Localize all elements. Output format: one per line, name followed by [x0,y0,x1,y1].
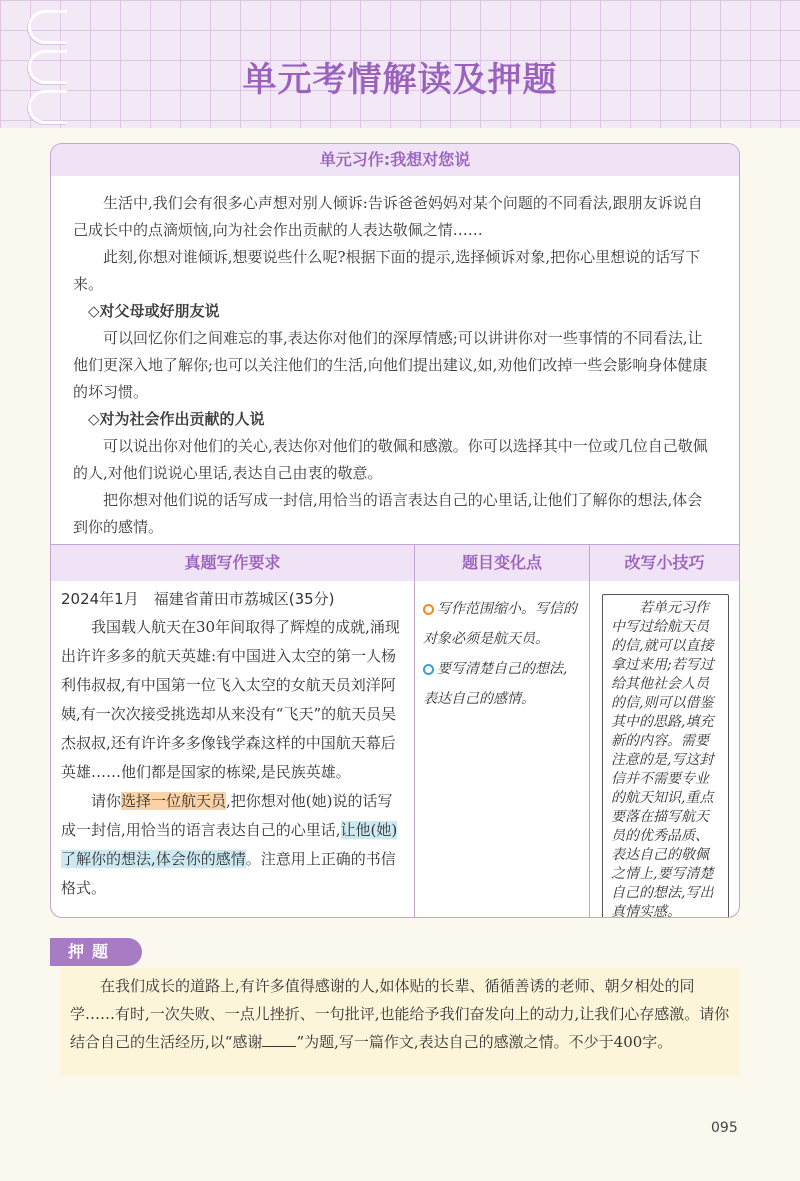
header-rewrite-tips: 改写小技巧 [624,553,705,572]
unit-title: 单元习作:我想对您说 [51,144,739,176]
exam-paragraph [61,787,404,903]
exam-text [61,613,404,903]
paragraph: 可以回忆你们之间难忘的事,表达你对他们的深厚情感;可以讲讲你对一些事情的不同看法,让他们更深入地了解你;也可以关注他们的生活,向他们提出建议,如,劝他们改掉一些会影响身体健康的坏习惯。 [73,329,708,401]
text-span: 在我们成长的道路上,有许多值得感谢的人,如体贴的长辈、循循善诱的老师、朝夕相处的同学……有时,一次失败、一点儿挫折、一句批评,也能给予我们奋发向上的动力,让我们心存感激。请你结合自己的生活经历,以“感谢 [70,977,730,1051]
exam-requirements-cell [51,580,415,918]
text-span: 请你 [91,792,122,810]
paragraph: 把你想对他们说的话写成一封信,用恰当的语言表达自己的心里话,让他们了解你的想法,体会到你的感情。 [73,491,703,536]
exam-source: 2024年1月 福建省莆田市荔城区(35分) [61,590,335,608]
fill-blank [262,1046,296,1047]
bullet-heading: ◇对父母或好朋友说 [88,302,220,320]
table-body [51,580,740,918]
header-band [0,0,800,128]
orange-circle-icon [423,604,434,615]
yati-box [60,968,740,1076]
tips-box [602,594,729,918]
text-span: 。注意用上正确的书信格式。 [61,850,396,897]
page-title: 单元考情解读及押题 [242,60,558,100]
change-point [423,594,581,654]
blue-circle-icon [423,664,434,675]
yati-tag: 押题 [50,938,142,966]
change-point-text: 要写清楚自己的想法,表达自己的感情。 [423,661,568,707]
page-number: 095 [711,1120,738,1136]
paragraph: 生活中,我们会有很多心声想对别人倾诉:告诉爸爸妈妈对某个问题的不同看法,跟朋友诉说自己成长中的点滴烦恼,向为社会作出贡献的人表达敬佩之情…… [73,194,703,239]
header-change-points: 题目变化点 [415,545,590,581]
highlight-blue: 让他(她)了解你的想法,体会你的感情 [61,821,398,868]
binder-ring [28,10,67,44]
change-points-cell [415,580,590,918]
main-panel [50,143,740,918]
highlight-orange: 选择一位航天员 [121,792,227,810]
change-point [423,654,581,714]
table-header [51,544,740,581]
tips-text: 若单元习作中写过给航天员的信,就可以直接拿过来用;若写过给其他社会人员的信,则可以借鉴其中的思路,填充新的内容。需要注意的是,写这封信并不需要专业的航天知识,重点要落在描写航天员的优秀品质、表达自己的敬佩之情上,要写清楚自己的想法,写出真情实感。 [611,600,714,918]
text-span: ”为题,写一篇作文,表达自己的感激之情。不少于400字。 [296,1033,673,1051]
paragraph: 此刻,你想对谁倾诉,想要说些什么呢?根据下面的提示,选择倾诉对象,把你心里想说的话写下来。 [73,248,701,293]
yati-text [70,972,730,1056]
header-exam-requirements: 真题写作要求 [51,545,415,581]
paragraph: 可以说出你对他们的关心,表达你对他们的敬佩和感激。你可以选择其中一位或几位自己敬佩的人,对他们说说心里话,表达自己由衷的敬意。 [73,437,708,482]
change-point-text: 写作范围缩小。写信的对象必须是航天员。 [423,601,577,647]
text-span: ,把你想对他(她)说的话写成一封信,用恰当的语言表达自己的心里话, [61,792,393,839]
exam-paragraph: 我国载人航天在30年间取得了辉煌的成就,涌现出许许多多的航天英雄:有中国进入太空的第一人杨利伟叔叔,有中国第一位飞入太空的女航天员刘洋阿姨,有一次次接受挑选却从来没有“飞天”的航天员吴杰叔叔,还有许许多多像钱学森这样的中国航天幕后英雄……他们都是国家的栋梁,是民族英雄。 [61,618,400,781]
bullet-heading: ◇对为社会作出贡献的人说 [88,410,265,428]
unit-text [51,176,739,541]
rewrite-tips-cell [590,580,739,918]
